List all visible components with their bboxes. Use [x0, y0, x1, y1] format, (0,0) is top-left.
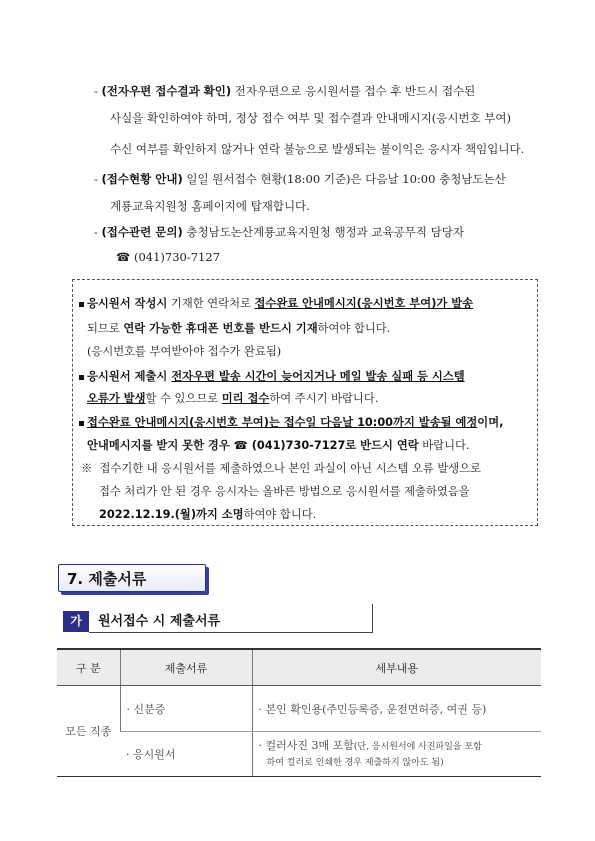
square-bullet-icon	[79, 302, 84, 307]
item-email-confirm-line3: 수신 여부를 확인하지 않거나 연락 불능으로 발생되는 불이익은 응시자 책임입니다.	[110, 142, 525, 156]
notice-2-line2: 오류가 발생할 수 있으므로 미리 접수하여 주시기 바랍니다.	[87, 392, 379, 405]
notice-4-line1: ※ 접수기한 내 응시원서를 제출하였으나 본인 과실이 아닌 시스템 오류 발생으로	[81, 462, 482, 475]
notice-1-line1: 응시원서 작성시 기재한 연락처로 접수완료 안내메시지(응시번호 부여)가 발송	[79, 295, 473, 311]
item-status-guide-line1: - (접수현황 안내) 일일 원서접수 현황(18:00 기준)은 다음날 10:00 충청남도논산	[94, 172, 506, 186]
notice-3-line2: 안내메시지를 받지 못한 경우 ☎ (041)730-7127로 반드시 연락 바랍니다.	[87, 439, 470, 452]
header-detail: 세부내용	[252, 649, 541, 686]
document-cell: · 신분증	[120, 686, 252, 732]
item-contact-line1: - (접수관련 문의) 충청남도논산계룡교육지원청 행정과 교육공무직 담당자	[94, 225, 464, 239]
header-document: 제출서류	[120, 649, 252, 686]
item-contact-label: (접수관련 문의)	[101, 225, 183, 239]
section-title: 7. 제출서류	[67, 570, 147, 588]
notice-2-line1: 응시원서 제출시 전자우편 발송 시간이 늦어지거나 메일 발송 실패 등 시스템	[79, 368, 465, 384]
subsection-badge: 가	[63, 611, 89, 632]
header-category: 구 분	[57, 649, 120, 686]
table-row	[57, 732, 541, 777]
square-bullet-icon	[79, 421, 84, 426]
subsection-title: 원서접수 시 제출서류	[98, 614, 221, 629]
subsection-underline	[89, 632, 372, 633]
notice-1-line2: 되므로 연락 가능한 휴대폰 번호를 반드시 기재하여야 합니다.	[87, 322, 391, 335]
required-documents-table	[57, 648, 541, 777]
item-email-confirm-line2: 사실을 확인하여야 하며, 정상 접수 여부 및 접수결과 안내메시지(응시번호 부여)	[110, 111, 512, 125]
reference-mark-icon: ※	[81, 462, 93, 475]
item-status-guide-label: (접수현황 안내)	[101, 172, 183, 186]
notice-4-line3: 2022.12.19.(월)까지 소명하여야 합니다.	[99, 508, 317, 521]
item-contact-phone: ☎ (041)730-7127	[116, 250, 221, 264]
detail-cell: · 본인 확인용(주민등록증, 운전면허증, 여권 등)	[252, 686, 541, 732]
notice-4-line2: 접수 처리가 안 된 경우 응시자는 올바른 방법으로 응시원서를 제출하였음을	[99, 485, 470, 498]
item-email-confirm-line1: - (전자우편 접수결과 확인) 전자우편으로 응시원서를 접수 후 반드시 접수된	[94, 84, 476, 98]
item-email-confirm-label: (전자우편 접수결과 확인)	[101, 84, 232, 98]
category-cell: 모든 직종	[57, 686, 120, 777]
table-row	[57, 686, 541, 732]
subsection-rule	[372, 604, 373, 633]
detail-cell: · 컬러사진 3매 포함(단, 응시원서에 사진파일을 포함 하여 컬러로 인쇄한 경우 제출하지 않아도 됨)	[252, 732, 541, 777]
section-heading	[58, 564, 206, 592]
table-header-row	[57, 649, 541, 686]
notice-3-line1: 접수완료 안내메시지(응시번호 부여)는 접수일 다음날 10:00까지 발송될 예정이며,	[79, 414, 503, 430]
document-cell: · 응시원서	[120, 732, 252, 777]
square-bullet-icon	[79, 375, 84, 380]
notice-box	[72, 279, 538, 526]
item-status-guide-line2: 계룡교육지원청 홈페이지에 탑재합니다.	[110, 199, 310, 213]
notice-1-line3: (응시번호를 부여받아야 접수가 완료됨)	[87, 345, 282, 358]
